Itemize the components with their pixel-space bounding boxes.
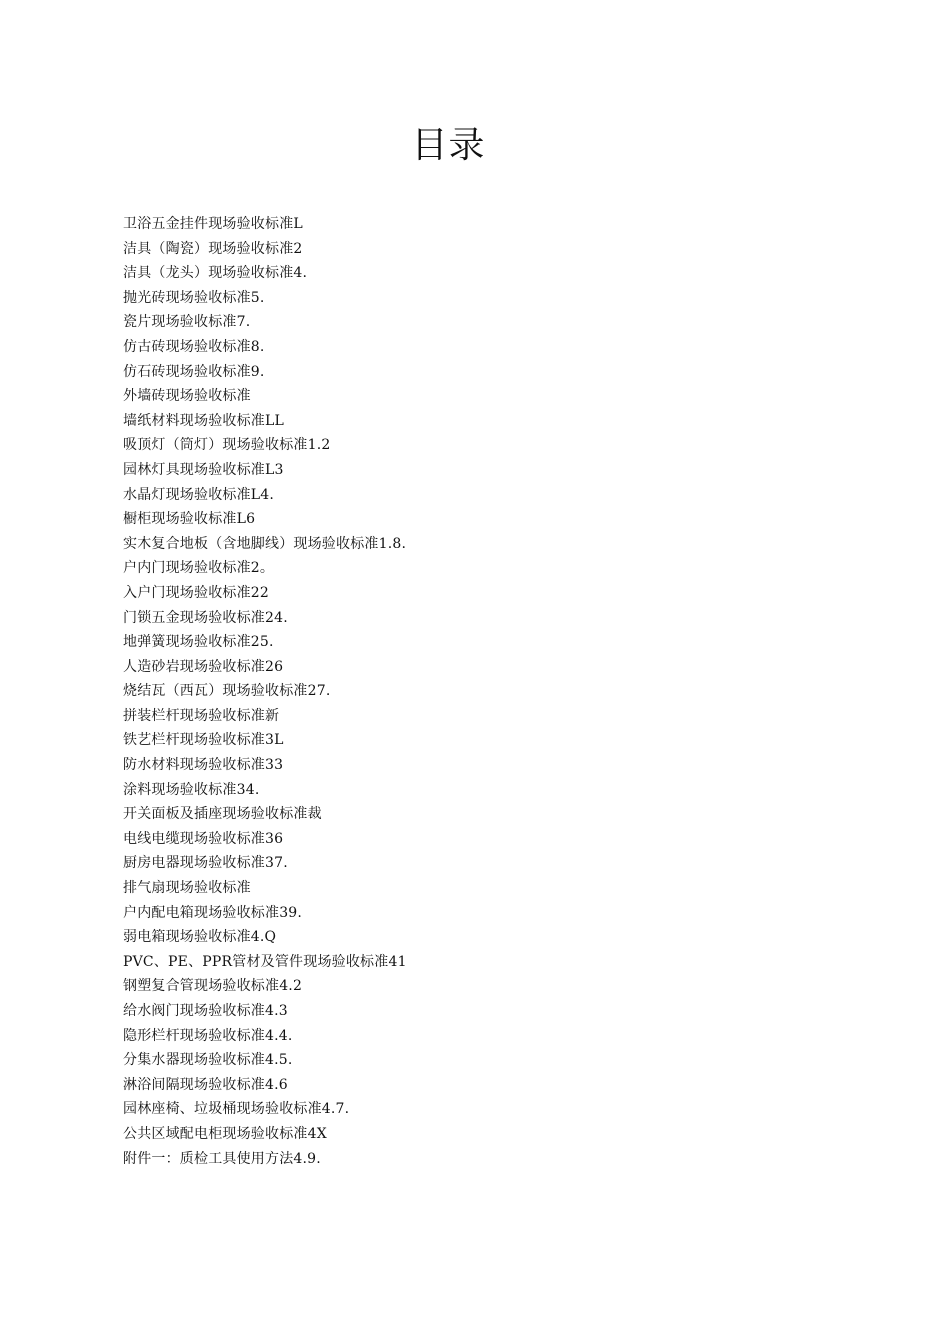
toc-entry[interactable]: 铁艺栏杆现场验收标准3L xyxy=(123,732,284,749)
toc-entry[interactable]: 隐形栏杆现场验收标准4.4. xyxy=(123,1027,293,1044)
toc-entry[interactable]: 洁具（龙头）现场验收标准4. xyxy=(123,265,308,282)
toc-entry[interactable]: 仿石砖现场验收标准9. xyxy=(123,363,265,380)
toc-entry[interactable]: 洁具（陶瓷）现场验收标准2 xyxy=(123,240,303,257)
toc-entry[interactable]: 外墙砖现场验收标准 xyxy=(123,388,251,405)
toc-entry[interactable]: 入户门现场验收标准22 xyxy=(123,584,270,601)
toc-entry[interactable]: 橱柜现场验收标准L6 xyxy=(123,511,256,528)
toc-entry[interactable]: 人造砂岩现场验收标准26 xyxy=(123,658,284,675)
toc-entry[interactable]: 抛光砖现场验收标准5. xyxy=(123,289,265,306)
toc-entry[interactable]: 实木复合地板（含地脚线）现场验收标准1.8. xyxy=(123,535,407,552)
toc-entry[interactable]: 电线电缆现场验收标准36 xyxy=(123,830,284,847)
toc-entry[interactable]: 水晶灯现场验收标准L4. xyxy=(123,486,275,503)
toc-entry[interactable]: 园林座椅、垃圾桶现场验收标准4.7. xyxy=(123,1101,350,1118)
toc-entry[interactable]: 吸顶灯（筒灯）现场验收标准1.2 xyxy=(123,437,331,454)
toc-entry[interactable]: 附件一：质检工具使用方法4.9. xyxy=(123,1150,321,1167)
toc-entry[interactable]: 卫浴五金挂件现场验收标准L xyxy=(123,216,303,232)
toc-entry[interactable]: 开关面板及插座现场验收标准裁 xyxy=(123,806,322,823)
toc-entry[interactable]: 涂料现场验收标准34. xyxy=(123,781,260,798)
toc-entry[interactable]: 门锁五金现场验收标准24. xyxy=(123,609,288,626)
toc-entry[interactable]: 墙纸材料现场验收标准LL xyxy=(123,412,284,429)
toc-entry[interactable]: 拼装栏杆现场验收标准新 xyxy=(123,707,280,724)
toc-entry[interactable]: 地弹簧现场验收标准25. xyxy=(123,634,274,651)
toc-entry[interactable]: 给水阀门现场验收标准4.3 xyxy=(123,1003,288,1019)
toc-entry[interactable]: 户内门现场验收标准2。 xyxy=(123,560,275,577)
table-of-contents xyxy=(123,212,407,1171)
toc-entry[interactable]: PVC、PE、PPR管材及管件现场验收标准41 xyxy=(123,953,407,970)
toc-entry[interactable]: 园林灯具现场验收标准L3 xyxy=(123,461,284,478)
toc-entry[interactable]: 钢塑复合管现场验收标准4.2 xyxy=(123,978,303,995)
toc-entry[interactable]: 公共区域配电柜现场验收标准4X xyxy=(123,1125,327,1142)
toc-entry[interactable]: 淋浴间隔现场验收标准4.6 xyxy=(123,1076,288,1093)
toc-entry[interactable]: 厨房电器现场验收标准37. xyxy=(123,855,288,872)
toc-entry[interactable]: 烧结瓦（西瓦）现场验收标准27. xyxy=(123,683,331,700)
toc-entry[interactable]: 户内配电箱现场验收标准39. xyxy=(123,904,303,921)
page-title: 目录 xyxy=(411,125,486,166)
toc-entry[interactable]: 防水材料现场验收标准33 xyxy=(123,757,284,774)
toc-entry[interactable]: 瓷片现场验收标准7. xyxy=(123,314,251,331)
toc-entry[interactable]: 仿古砖现场验收标准8. xyxy=(123,338,265,355)
toc-entry[interactable]: 弱电箱现场验收标准4.Q xyxy=(123,929,277,946)
toc-entry[interactable]: 排气扇现场验收标准 xyxy=(123,880,251,897)
toc-entry[interactable]: 分集水器现场验收标准4.5. xyxy=(123,1052,293,1069)
